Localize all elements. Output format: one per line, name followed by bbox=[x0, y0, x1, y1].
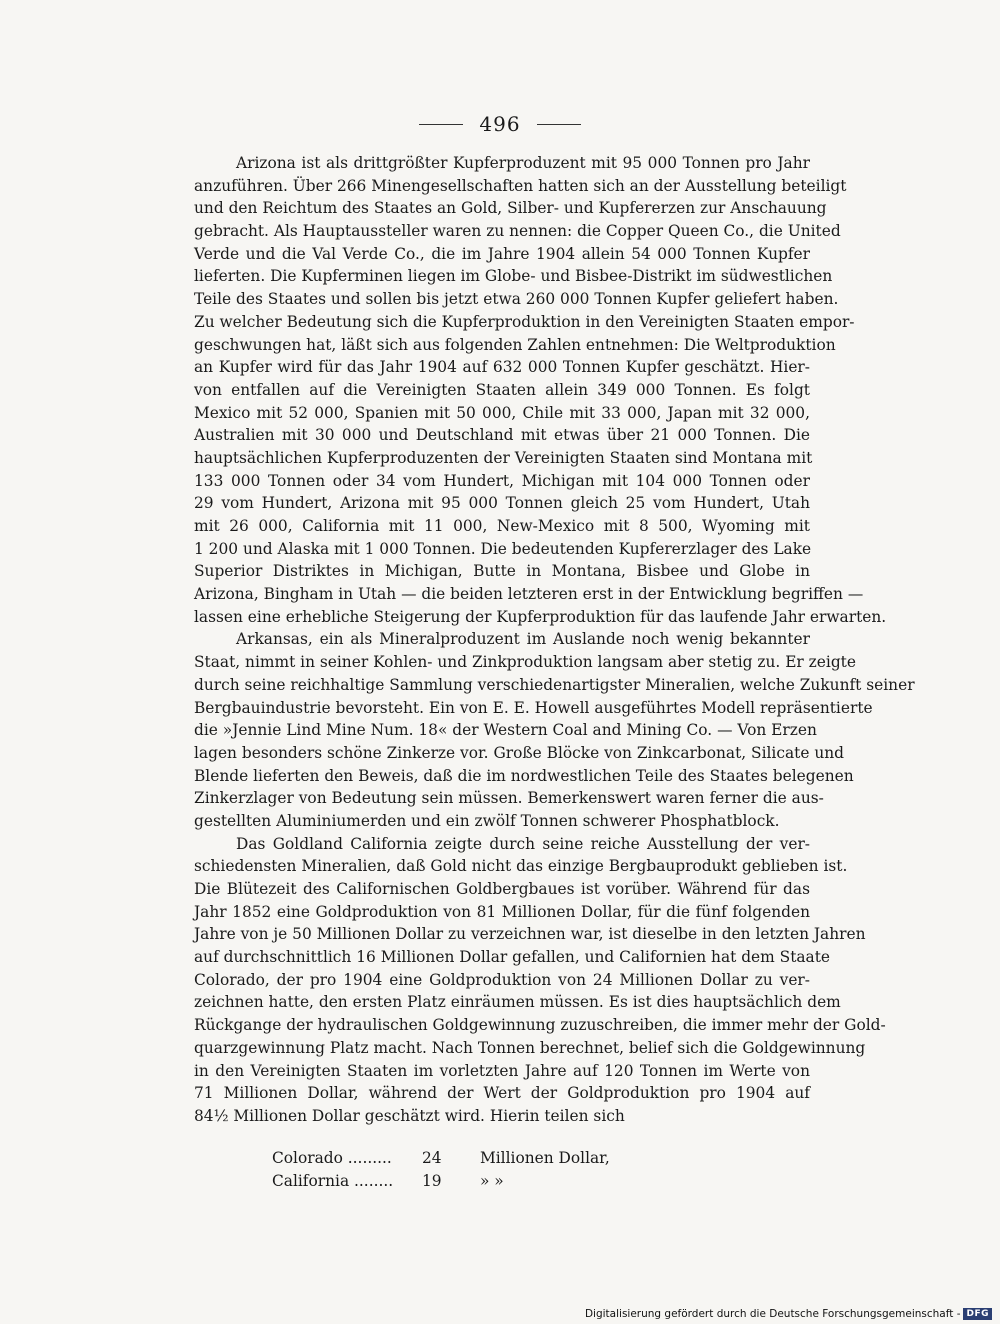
text-line: 84½ Millionen Dollar geschätzt wird. Hierin teilen sich bbox=[194, 1106, 625, 1125]
text-line: Rückgange der hydraulischen Goldgewinnung zuzuschreiben, die immer mehr der Gold- bbox=[194, 1016, 886, 1035]
text-line: lassen eine erhebliche Steigerung der Kupferproduktion für das laufende Jahr erwarten. bbox=[194, 607, 887, 626]
text-line: hauptsächlichen Kupferproduzenten der Vereinigten Staaten sind Montana mit bbox=[194, 448, 813, 467]
text-line: Bergbauindustrie bevorsteht. Ein von E. E. Howell ausgeführtes Modell repräsentierte bbox=[194, 698, 873, 717]
tally-row-colorado bbox=[272, 1147, 610, 1169]
text-line: Teile des Staates und sollen bis jetzt etwa 260 000 Tonnen Kupfer geliefert haben. bbox=[194, 290, 839, 309]
text-line: schiedensten Mineralien, daß Gold nicht das einzige Bergbauprodukt geblieben ist. bbox=[194, 857, 848, 876]
text-line: Die Blütezeit des Californischen Goldbergbaues ist vorüber. Während für das bbox=[194, 880, 810, 898]
text-line: Arizona ist als drittgrößter Kupferproduzent mit 95 000 Tonnen pro Jahr bbox=[236, 154, 810, 172]
tally-amount: 19 bbox=[422, 1172, 442, 1190]
text-line: Arkansas, ein als Mineralproduzent im Auslande noch wenig bekannter bbox=[236, 630, 810, 649]
text-line: quarzgewinnung Platz macht. Nach Tonnen berechnet, belief sich die Goldgewinnung bbox=[194, 1038, 866, 1057]
text-line: Jahr 1852 eine Goldproduktion von 81 Millionen Dollar, für die fünf folgenden bbox=[194, 902, 810, 921]
text-line: Arizona, Bingham in Utah — die beiden letzteren erst in der Entwicklung begriffen — bbox=[194, 585, 864, 604]
paragraph-arkansas bbox=[194, 628, 915, 832]
tally-amount: 24 bbox=[422, 1149, 442, 1167]
paragraph-arizona bbox=[194, 152, 887, 628]
text-line: Blende lieferten den Beweis, daß die im nordwestlichen Teile des Staates belegenen bbox=[194, 766, 854, 785]
tally-place: California ........ bbox=[272, 1172, 394, 1190]
text-line: zeichnen hatte, den ersten Platz einräumen müssen. Es ist dies hauptsächlich dem bbox=[194, 993, 841, 1012]
text-line: 71 Millionen Dollar, während der Wert der Goldproduktion pro 1904 auf bbox=[194, 1084, 810, 1103]
page-number: 496 bbox=[479, 112, 521, 136]
header-rule-left bbox=[419, 124, 463, 125]
dfg-logo: DFG bbox=[963, 1308, 992, 1320]
text-line: Jahre von je 50 Millionen Dollar zu verzeichnen war, ist dieselbe in den letzten Jahren bbox=[194, 925, 866, 944]
text-line: gebracht. Als Hauptaussteller waren zu nennen: die Copper Queen Co., die United bbox=[194, 222, 841, 241]
text-line: Colorado, der pro 1904 eine Goldproduktion von 24 Millionen Dollar zu ver- bbox=[194, 970, 810, 989]
text-line: geschwungen hat, läßt sich aus folgenden Zahlen entnehmen: Die Weltproduktion bbox=[194, 335, 836, 354]
text-line: die »Jennie Lind Mine Num. 18« der Western Coal and Mining Co. — Von Erzen bbox=[194, 721, 817, 740]
body-text bbox=[194, 152, 915, 1128]
text-line: lieferten. Die Kupferminen liegen im Globe- und Bisbee-Distrikt im südwestlichen bbox=[194, 267, 833, 286]
text-line: 1 200 und Alaska mit 1 000 Tonnen. Die bedeutenden Kupfererzlager des Lake bbox=[194, 539, 812, 558]
tally-row-california bbox=[272, 1170, 582, 1192]
text-line: von entfallen auf die Vereinigten Staaten allein 349 000 Tonnen. Es folgt bbox=[194, 380, 810, 399]
text-line: durch seine reichhaltige Sammlung verschiedenartigster Mineralien, welche Zukunft seiner bbox=[194, 675, 915, 694]
footer-text: Digitalisierung gefördert durch die Deutsche Forschungsgemeinschaft - bbox=[584, 1308, 961, 1320]
paragraph-california bbox=[194, 833, 886, 1128]
text-line: Mexico mit 52 000, Spanien mit 50 000, Chile mit 33 000, Japan mit 32 000, bbox=[194, 403, 810, 422]
text-line: mit 26 000, California mit 11 000, New-Mexico mit 8 500, Wyoming mit bbox=[194, 517, 810, 535]
header-rule-right bbox=[537, 124, 581, 125]
text-line: gestellten Aluminiumerden und ein zwölf Tonnen schwerer Phosphatblock. bbox=[194, 811, 780, 830]
page-header bbox=[0, 112, 1000, 136]
text-line: 29 vom Hundert, Arizona mit 95 000 Tonnen gleich 25 vom Hundert, Utah bbox=[194, 494, 810, 513]
digitization-footer bbox=[585, 1308, 992, 1320]
text-line: Australien mit 30 000 und Deutschland mit etwas über 21 000 Tonnen. Die bbox=[194, 426, 810, 445]
text-line: lagen besonders schöne Zinkerze vor. Große Blöcke von Zinkcarbonat, Silicate und bbox=[194, 743, 845, 762]
text-line: Verde und die Val Verde Co., die im Jahre 1904 allein 54 000 Tonnen Kupfer bbox=[194, 244, 810, 263]
text-line: Superior Distriktes in Michigan, Butte in Montana, Bisbee und Globe in bbox=[194, 562, 810, 581]
text-line: auf durchschnittlich 16 Millionen Dollar gefallen, und Californien hat dem Staate bbox=[194, 948, 831, 967]
text-line: anzuführen. Über 266 Minengesellschaften hatten sich an der Ausstellung beteiligt bbox=[194, 176, 847, 195]
tally-unit: Millionen Dollar, bbox=[480, 1149, 610, 1167]
text-line: an Kupfer wird für das Jahr 1904 auf 632 000 Tonnen Kupfer geschätzt. Hier- bbox=[194, 358, 810, 377]
text-line: 133 000 Tonnen oder 34 vom Hundert, Michigan mit 104 000 Tonnen oder bbox=[194, 471, 810, 490]
tally-unit: » » bbox=[480, 1172, 504, 1190]
text-line: Staat, nimmt in seiner Kohlen- und Zinkproduktion langsam aber stetig zu. Er zeigte bbox=[194, 653, 856, 672]
text-line: Zu welcher Bedeutung sich die Kupferproduktion in den Vereinigten Staaten empor- bbox=[194, 312, 855, 331]
text-line: in den Vereinigten Staaten im vorletzten Jahre auf 120 Tonnen im Werte von bbox=[194, 1061, 810, 1080]
text-line: und den Reichtum des Staates an Gold, Silber- und Kupfererzen zur Anschauung bbox=[194, 199, 827, 218]
tally-place: Colorado ......... bbox=[272, 1149, 392, 1167]
text-line: Zinkerzlager von Bedeutung sein müssen. Bemerkenswert waren ferner die aus- bbox=[194, 789, 824, 808]
text-line: Das Goldland California zeigte durch seine reiche Ausstellung der ver- bbox=[236, 834, 810, 853]
